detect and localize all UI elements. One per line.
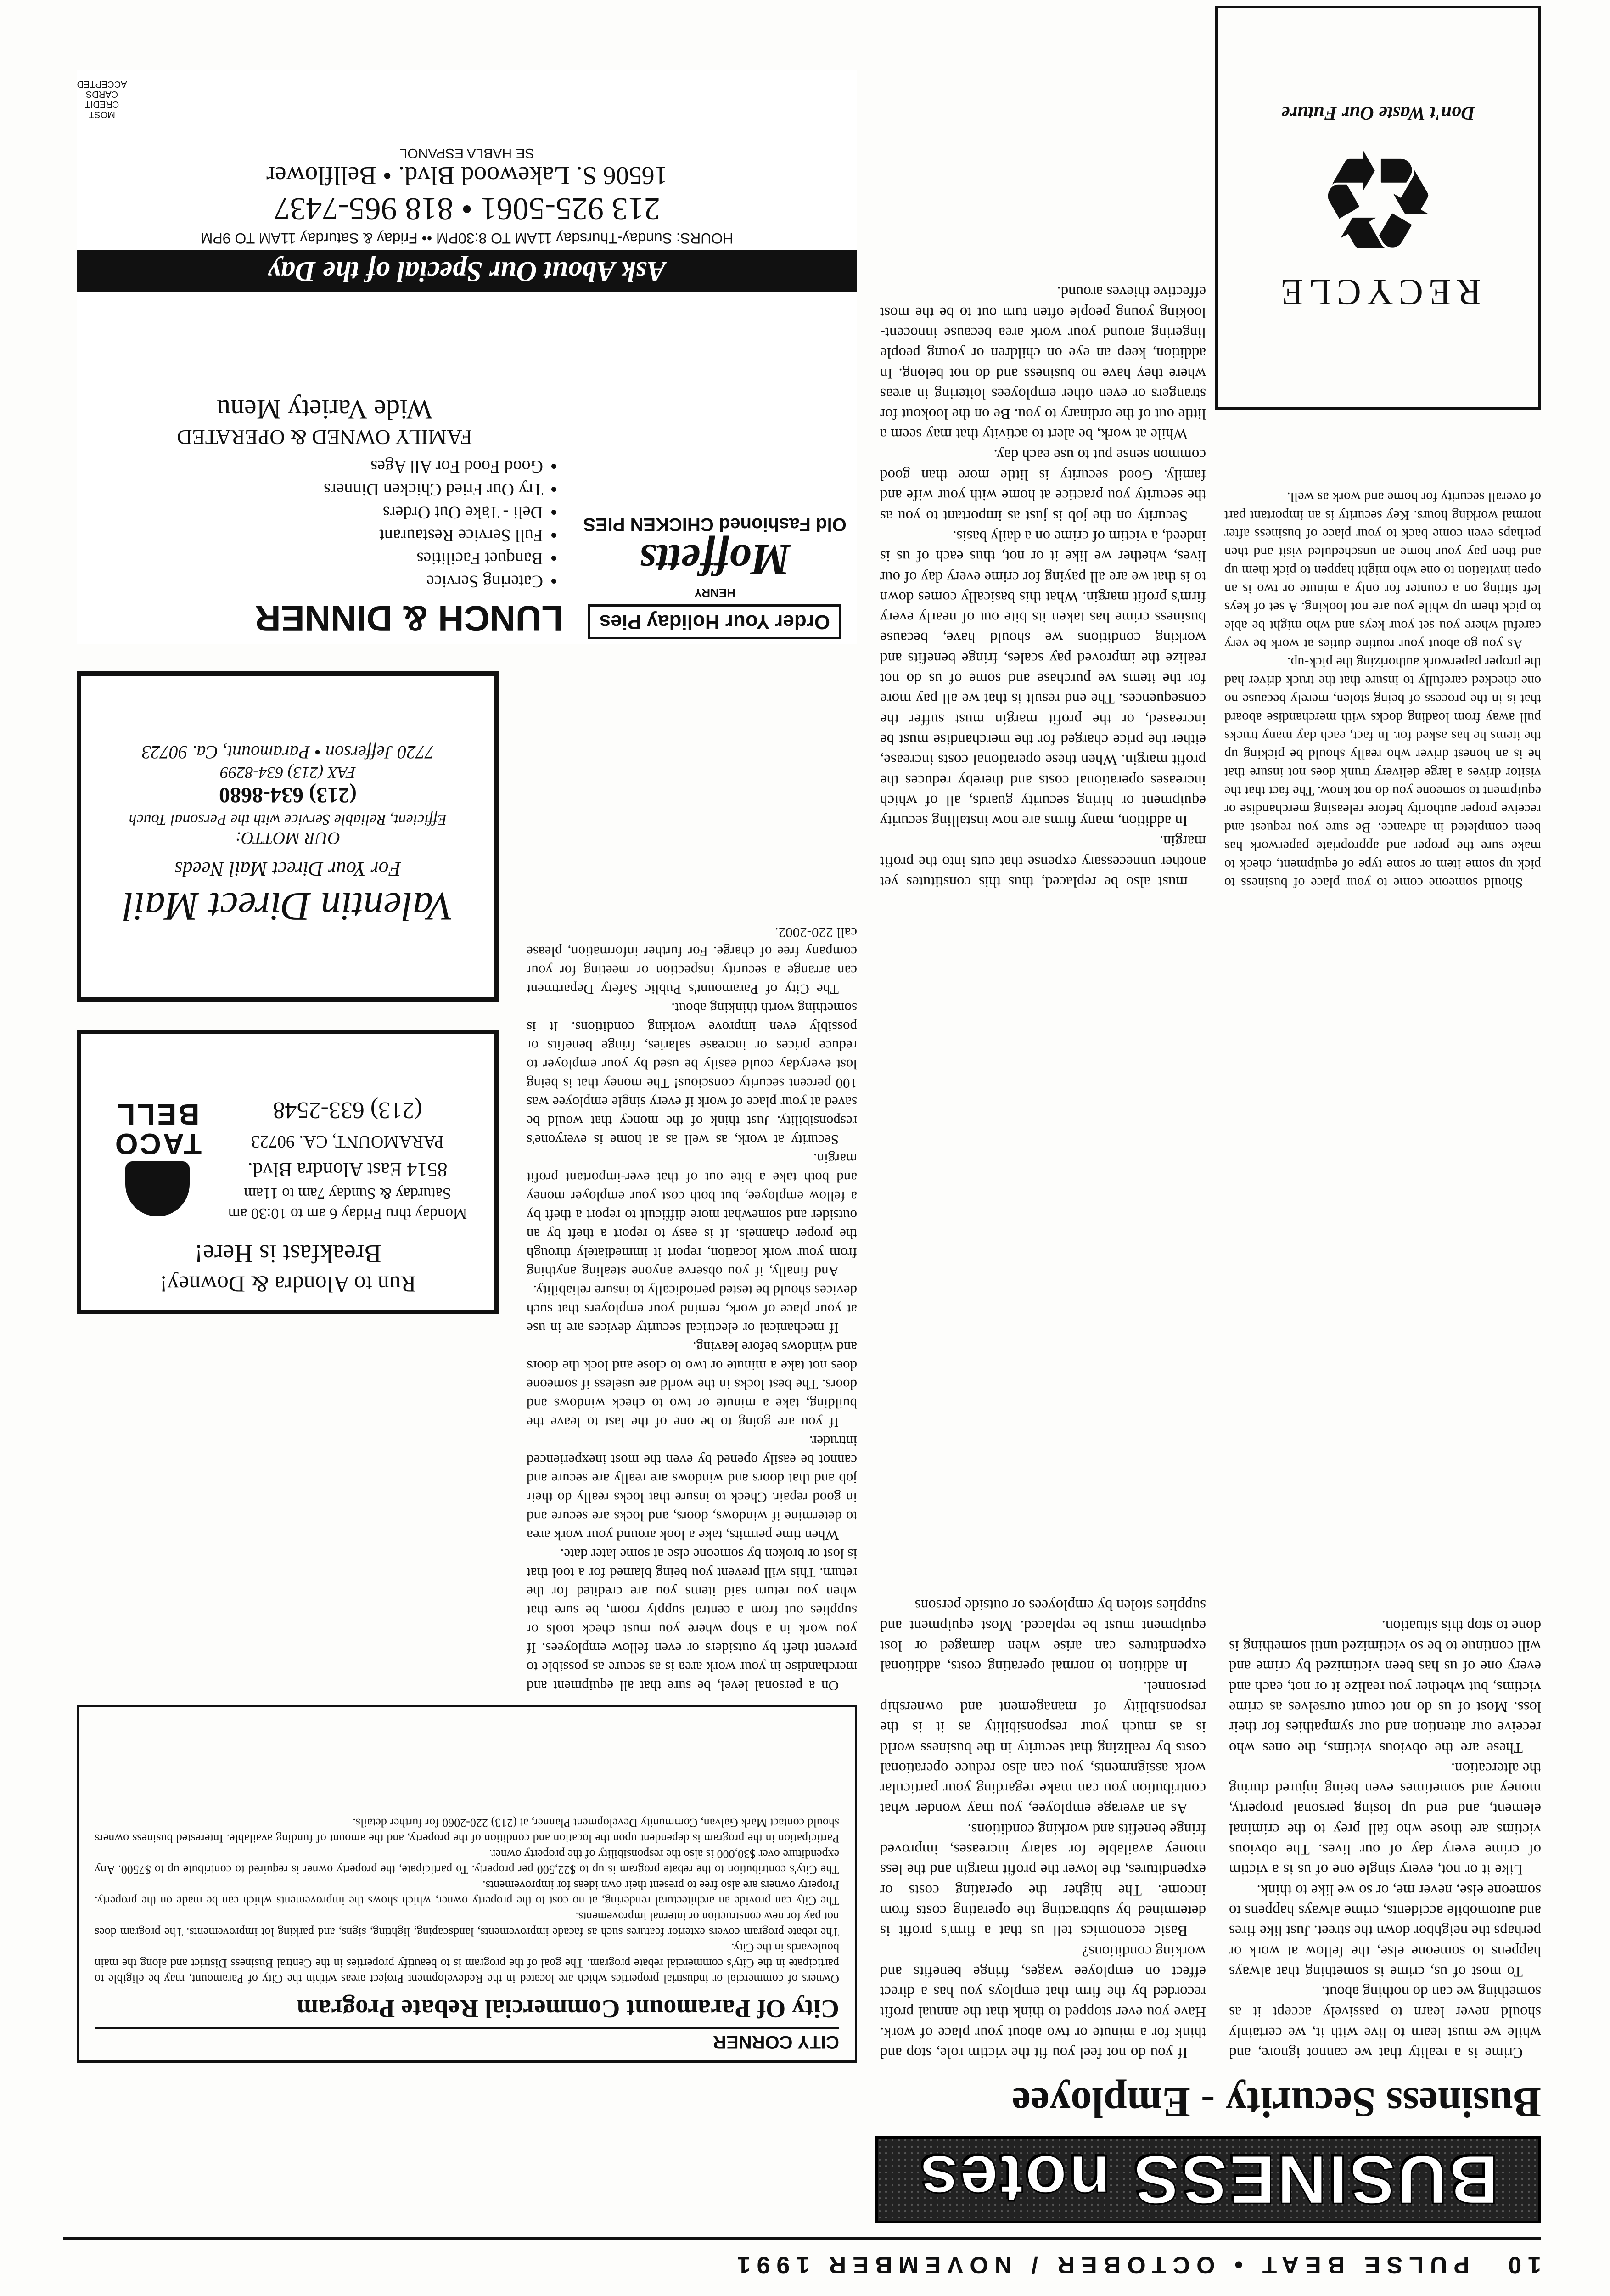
moffetts-ad (77, 70, 857, 644)
section-masthead: BUSINESS notes (875, 2136, 1541, 2223)
valentin-direct-mail-ad (77, 671, 499, 1002)
article-column-3b: Should someone come to your place of business to pick up some item or some type of equipment, check to make sure the proper and appropriate paperwork has been completed in advance. Be sure you request and receive proper authority before releasing merchandise or equipment to someone you do not know. The fact that the visitor drives a large delivery trunk does not insure that he is an honest driver who really should be picking up the items he has asked for. In fact, each day many trucks pull away from loading docks with merchandise aboard that is in the process of being stolen, merely because no one checked carefully to insure that the truck driver had the proper paperwork authorizing the pick-up. As you go about your routine duties at work be very careful where you set your keys and who might be able to pick them up while you are not looking. A set of keys left sitting on a counter for only a minute or two is an open invitation to one who might happen to pick them up and then pay your home an unscheduled visit and then perhaps even come back to your place of business after normal working hours. Key security is an important part of overall security for home and work as well. (1224, 490, 1541, 890)
valentin-name: Valentin Direct Mail (122, 884, 454, 929)
top-rule (63, 2237, 1541, 2240)
bell-icon (125, 1161, 190, 1216)
list-item: • Deli - Take Out Orders (86, 501, 543, 524)
article-column-3: must also be replaced, thus this constitutes yet another unnecessary expense that cuts into the profit margin. In addition, many firms are now installing security equipment or hiring security guards, all of which increases operational costs and thereby reduces the profit margin. When these operational costs increase, either the price charged for the merchandise must be increased, or the profit margin must suffer the consequences. The end result is that we all pay more for the items we purchase and some of us do not realize the improved pay scales, fringe benefits and working conditions we should have, because business crime has taken its bite out of nearly every firm's profit margin. What this basically comes down to is that we are all paying for crime every day of our lives, whether we like it or not, thus each of us is indeed, a victim of crime on a daily basis. Security on the job is just as important to you as the security you practice at home with your wife and family. Good security is little more than good common sense put to use each day. While at work, be alert to activity that may seem a little out of the ordinary to you. Be on the lookout for strangers or even other employees loitering in areas where they have no business and do not belong. In addition, keep an eye on children or young people lingering around your work area because innocent-looking young people often turn out to be the most effective thieves around. (880, 283, 1206, 890)
valentin-phone: (213) 634-8680 (219, 783, 357, 808)
moffetts-espanol: SE HABLA ESPANOL (399, 146, 534, 161)
moffetts-brand-block (572, 295, 857, 644)
taco-headline: Run to Alondra & Downey! (159, 1272, 416, 1297)
holiday-pies-box: Order Your Holiday Pies (588, 604, 841, 639)
taco-address2: PARAMOUNT, CA. 90723 (251, 1132, 444, 1151)
taco-bell-ad (77, 1030, 499, 1314)
moffetts-services-block (77, 295, 572, 644)
taco-hours-weekday: Monday thru Friday 6 am to 10:30 am (228, 1205, 467, 1222)
taco-hours-weekend: Saturday & Sunday 7am to 11am (244, 1185, 451, 1202)
valentin-address: 7720 Jefferson • Paramount, Ca. 90723 (141, 742, 434, 763)
city-corner-box (77, 1705, 857, 2063)
article-headline: Business Security - Employee (1012, 2079, 1541, 2126)
valentin-motto-label: OUR MOTTO: (235, 828, 341, 848)
folio-line: PULSE BEAT • OCTOBER / NOVEMBER 1991 (730, 2251, 1470, 2278)
taco-subhead: Breakfast is Here! (194, 1239, 381, 1268)
recycle-word: RECYCLE (1275, 272, 1481, 313)
moffetts-headline: LUNCH & DINNER (255, 598, 563, 639)
taco-phone: (213) 633-2548 (273, 1097, 422, 1123)
valentin-motto: Efficient, Reliable Service with the Personal Touch (129, 811, 447, 828)
moffetts-brand: Moffetts (639, 535, 791, 585)
credit-cards-note: MOST CREDIT CARDS ACCEPTED (77, 79, 127, 119)
taco-address1: 8514 East Alondra Blvd. (247, 1159, 448, 1181)
list-item: • Full Service Restaurant (86, 524, 543, 547)
city-corner-body: Owners of commercial or industrial properties which are located in the Redevelopment Project areas within the City of Paramount, may be eligible to participate in the City's commercial rebate program. The goal of the program is to beautify properties in the Central Business District and along the main boulevards in the City. The rebate program covers exterior features such as facade improvements, landscaping, lighting, signs, and parking lot improvements. The program does not pay for new construction or internal improvements. The City can provide an architectural rendering, at no cost to the property owner, which shows the improvements which can be made on the property. Property owners are also free to present their own ideas for improvements. The City's contribution to the rebate program is up to $22,500 per property. To participate, the property owner is required to contribute up to $7500. Any expenditure over $30,000 is also the responsibility of the property owner. Participation in the program is dependent upon the location and condition of the property, and the amount of funding available. Interested business owners should contact Mark Galvan, Community Development Planner, at (213) 220-2060 for further details. (95, 1816, 839, 1986)
folio (72, 2246, 1541, 2283)
article-column-1: Crime is a reality that we cannot ignore, and while we must learn to live with it, we certainly should never learn to passively accept it as something we can do nothing about. To most of us, crime is something that always happens to someone else, the fellow at work or perhaps the neighbor down the street. Just like fires and automobile accidents, crime always happens to someone else, never me, or so we like to think. Like it or not, every single one of us is a victim of crime every day of our lives. The obvious victims are those who fall prey to the criminal element, and end up losing personal property, money and sometimes even being injured during the altercation. These are the obvious victims, the ones who receive our attention and our sympathies for their loss. Most of us do not count ourselves as crime victims, but whether you realize it or not, each and every one of us has been victimized by crime and will continue to be so victimized until something is done to stop this situation. (1229, 1617, 1541, 2061)
moffetts-special-banner: Ask About Our Special of the Day (77, 250, 857, 292)
article-column-4: On a personal level, be sure that all equipment and merchandise in your work area is as secure as possible to prevent theft by outsiders or even fellow employees. If you work in a shop where you must check tools or supplies out from a central supply room, be sure that when you return said items you are credited for the return. This will prevent you being blamed for a tool that is lost or broken by someone else at some later date. When time permits, take a look around your work area to determine if windows, doors, and locks are secure and in good repair. Check to insure that locks really do their job and that doors and windows are really are secure and cannot be easily opened by even the most inexperienced intruder. If you are going to be one of the last to leave the building, take a minute or two to check windows and doors. The best locks in the world are useless if someone does not take a minute or two to close and lock the doors and windows before leaving. If mechanical or electrical security devices are in use at your place of work, remind your employers that such devices should be tested periodically to insure reliability. And finally, if you observe anyone stealing anything from your work location, report it immediately through the proper channels. It is easy to report a theft by an outsider and somewhat more difficult to report a theft by a fellow employee, but both cost your employer money and both take a bite out of that ever-important profit margin. Security at work, as well as at home is everyone's responsibility. Just think of the money that would be saved at your place of work if every single employee was 100 percent security conscious! The money that is being lost everyday could easily be used by your employer to reduce prices or increase salaries, fringe benefits or possibly even improve working conditions. It is something worth thinking about. The City of Paramount's Public Safety Department can arrange a security inspection or meeting for your company free of charge. For further information, please call 220-2002. (527, 925, 857, 1694)
taco-bell-logo: TACO BELL (98, 1085, 217, 1232)
taco-info (217, 1093, 478, 1223)
list-item: • Good Food For All Ages (86, 455, 543, 478)
moffetts-pies: Old Fashioned CHICKEN PIES (583, 514, 847, 535)
city-corner-title: City Of Paramount Commercial Rebate Program (297, 1994, 839, 2023)
list-item: • Catering Service (86, 570, 543, 593)
list-item: • Try Our Fried Chicken Dinners (86, 478, 543, 501)
page-number: 10 (1502, 2251, 1541, 2278)
moffetts-hours: HOURS: Sunday-Thursday 11AM TO 8:30PM •• Friday & Saturday 11AM TO 9PM (200, 230, 734, 247)
recycle-slogan: Don't Waste Our Future (1281, 102, 1475, 124)
recycle-box (1215, 6, 1541, 410)
moffetts-address: 16506 S. Lakewood Blvd. • Bellflower (266, 161, 668, 190)
moffetts-phones: 213 925-5061 • 818 965-7437 (274, 191, 660, 226)
moffetts-owned: FAMILY OWNED & OPERATED (177, 426, 472, 449)
list-item: • Banquet Facilities (86, 547, 543, 570)
recycle-icon: ♻ (1316, 121, 1440, 274)
moffetts-services-list (86, 455, 563, 593)
valentin-tagline: For Your Direct Mail Needs (174, 858, 401, 881)
valentin-fax: FAX (213) 634-8299 (220, 764, 356, 782)
city-corner-label: CITY CORNER (95, 2027, 839, 2052)
moffetts-brand-small: HENRY (694, 586, 736, 600)
article-column-2: If you do not feel you fit the victim role, stop and think for a minute or two about your place of work. Have you ever stopped to think that the annual profit recorded by the firm that employs you has a direct effect on employee wages, fringe benefits and working conditions? Basic economics tell us that a firm's profit is determined by subtracting the operating costs from income. The higher the operating costs or expenditures, the lower the profit margin and the less money available for salary increases, improved fringe benefits and working conditions. As an average employee, you may wonder what contribution you can make regarding your particular work assignments, you can also reduce operational costs by realizing that security in the business world is as much your responsibility as it is the responsibility of management and ownership personnel. In addition to normal operating costs, additional expenditures can arise when damaged or lost equipment must be replaced. Most equipment and supplies stolen by employees or outside persons (880, 1597, 1206, 2061)
moffetts-menu: Wide Variety Menu (217, 394, 432, 425)
